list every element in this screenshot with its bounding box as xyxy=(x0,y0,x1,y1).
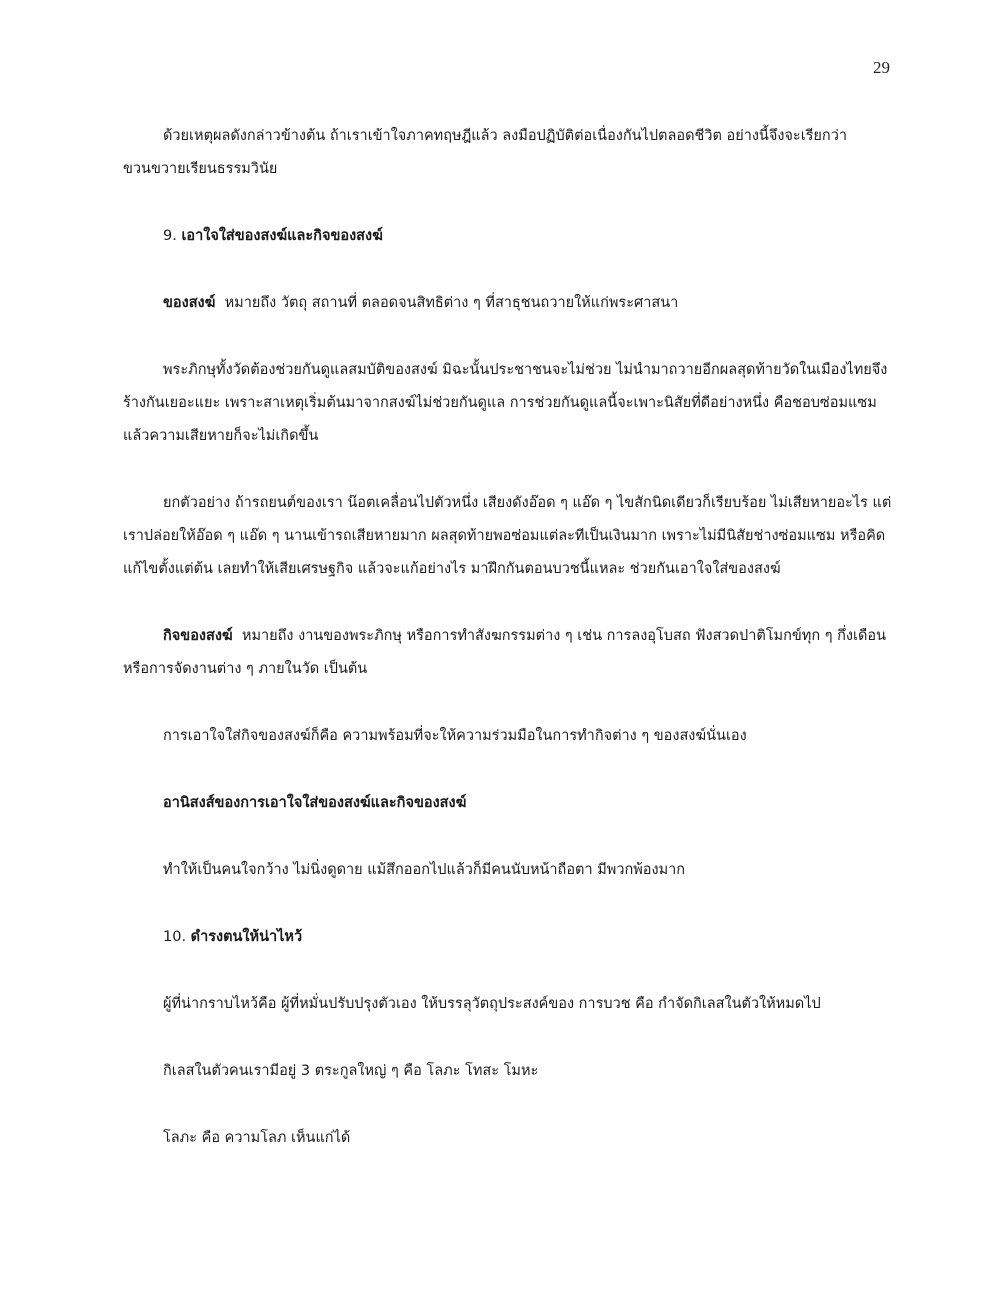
document-body xyxy=(123,120,893,1155)
definition-text: หมายถึง วัตถุ สถานที่ ตลอดจนสิทธิต่าง ๆ ที่สาธุชนถวายให้แก่พระศาสนา xyxy=(224,295,679,311)
paragraph-sangha-duties-definition xyxy=(123,620,893,686)
section-number: 9. xyxy=(163,228,177,244)
section-9-heading xyxy=(123,220,893,253)
paragraph-greed-definition: โลภะ คือ ความโลภ เห็นแก่ได้ xyxy=(163,1130,351,1146)
page-number: 29 xyxy=(873,58,890,77)
paragraph-three-defilements: กิเลสในตัวคนเรามีอยู่ 3 ตระกูลใหญ่ ๆ คือ โลภะ โทสะ โมหะ xyxy=(163,1063,539,1079)
section-title: ดำรงตนให้น่าไหว้ xyxy=(190,929,303,945)
term-sangha-duties: กิจของสงฆ์ xyxy=(163,628,233,644)
term-sangha-property: ของสงฆ์ xyxy=(163,295,216,311)
benefits-heading xyxy=(123,787,893,820)
paragraph-worthy-of-respect: ผู้ที่น่ากราบไหว้คือ ผู้ที่หมั่นปรับปรุงตัวเอง ให้บรรลุวัตถุประสงค์ของ การบวช คือ กำจัดกิเลสในตัวให้หมดไป xyxy=(163,996,821,1012)
benefits-title: อานิสงส์ของการเอาใจใส่ของสงฆ์และกิจของสงฆ์ xyxy=(163,795,467,811)
definition-text: หมายถึง งานของพระภิกษุ หรือการทำสังฆกรรมต่าง ๆ เช่น การลงอุโบสถ ฟังสวดปาติโมกข์ทุก ๆ กึ่งเดือน หรือการจัดงานต่าง ๆ ภายในวัด เป็นต้น xyxy=(123,628,886,677)
paragraph-attention-duties: การเอาใจใส่กิจของสงฆ์ก็คือ ความพร้อมที่จะให้ความร่วมมือในการทำกิจต่าง ๆ ของสงฆ์นั่นเอง xyxy=(163,728,747,744)
section-number: 10. xyxy=(163,929,187,945)
paragraph-car-example: ยกตัวอย่าง ถ้ารถยนต์ของเรา น๊อตเคลื่อนไปตัวหนึ่ง เสียงดังอ๊อด ๆ แอ๊ด ๆ ไขสักนิดเดียวก็เรียบร้อย ไม่เสียหายอะไร แต่เราปล่อยให้อ๊อด ๆ แอ๊ด ๆ นานเข้ารถเสียหายมาก ผลสุดท้ายพอซ่อมแต่ละทีเป็นเงินมาก เพราะไม่มีนิสัยช่างซ่อมแซม หรือคิดแก้ไขตั้งแต่ต้น เลยทำให้เสียเศรษฐกิจ แล้วจะแก้อย่างไร มาฝึกกันตอนบวชนี้แหละ ช่วยกันเอาใจใส่ของสงฆ์ xyxy=(123,495,892,577)
paragraph-sangha-property-definition xyxy=(123,287,893,320)
section-10-heading xyxy=(123,921,893,954)
paragraph-monks-maintain: พระภิกษุทั้งวัดต้องช่วยกันดูแลสมบัติของสงฆ์ มิฉะนั้นประชาชนจะไม่ช่วย ไม่นำมาถวายอีกผลสุดท้ายวัดในเมืองไทยจึงร้างกันเยอะแยะ เพราะสาเหตุเริ่มต้นมาจากสงฆ์ไม่ช่วยกันดูแล การช่วยกันดูแลนี้จะเพาะนิสัยที่ดีอย่างหนึ่ง คือชอบซ่อมแซม แล้วความเสียหายก็จะไม่เกิดขึ้น xyxy=(123,362,888,444)
section-title: เอาใจใส่ของสงฆ์และกิจของสงฆ์ xyxy=(181,228,383,244)
paragraph-study-conclusion: ด้วยเหตุผลดังกล่าวข้างต้น ถ้าเราเข้าใจภาคทฤษฎีแล้ว ลงมือปฏิบัติต่อเนื่องกันไปตลอดชีวิต อย่างนี้จึงจะเรียกว่า ขวนขวายเรียนธรรมวินัย xyxy=(123,128,847,177)
paragraph-benefits: ทำให้เป็นคนใจกว้าง ไม่นิ่งดูดาย แม้สึกออกไปแล้วก็มีคนนับหน้าถือตา มีพวกพ้องมาก xyxy=(163,862,686,878)
